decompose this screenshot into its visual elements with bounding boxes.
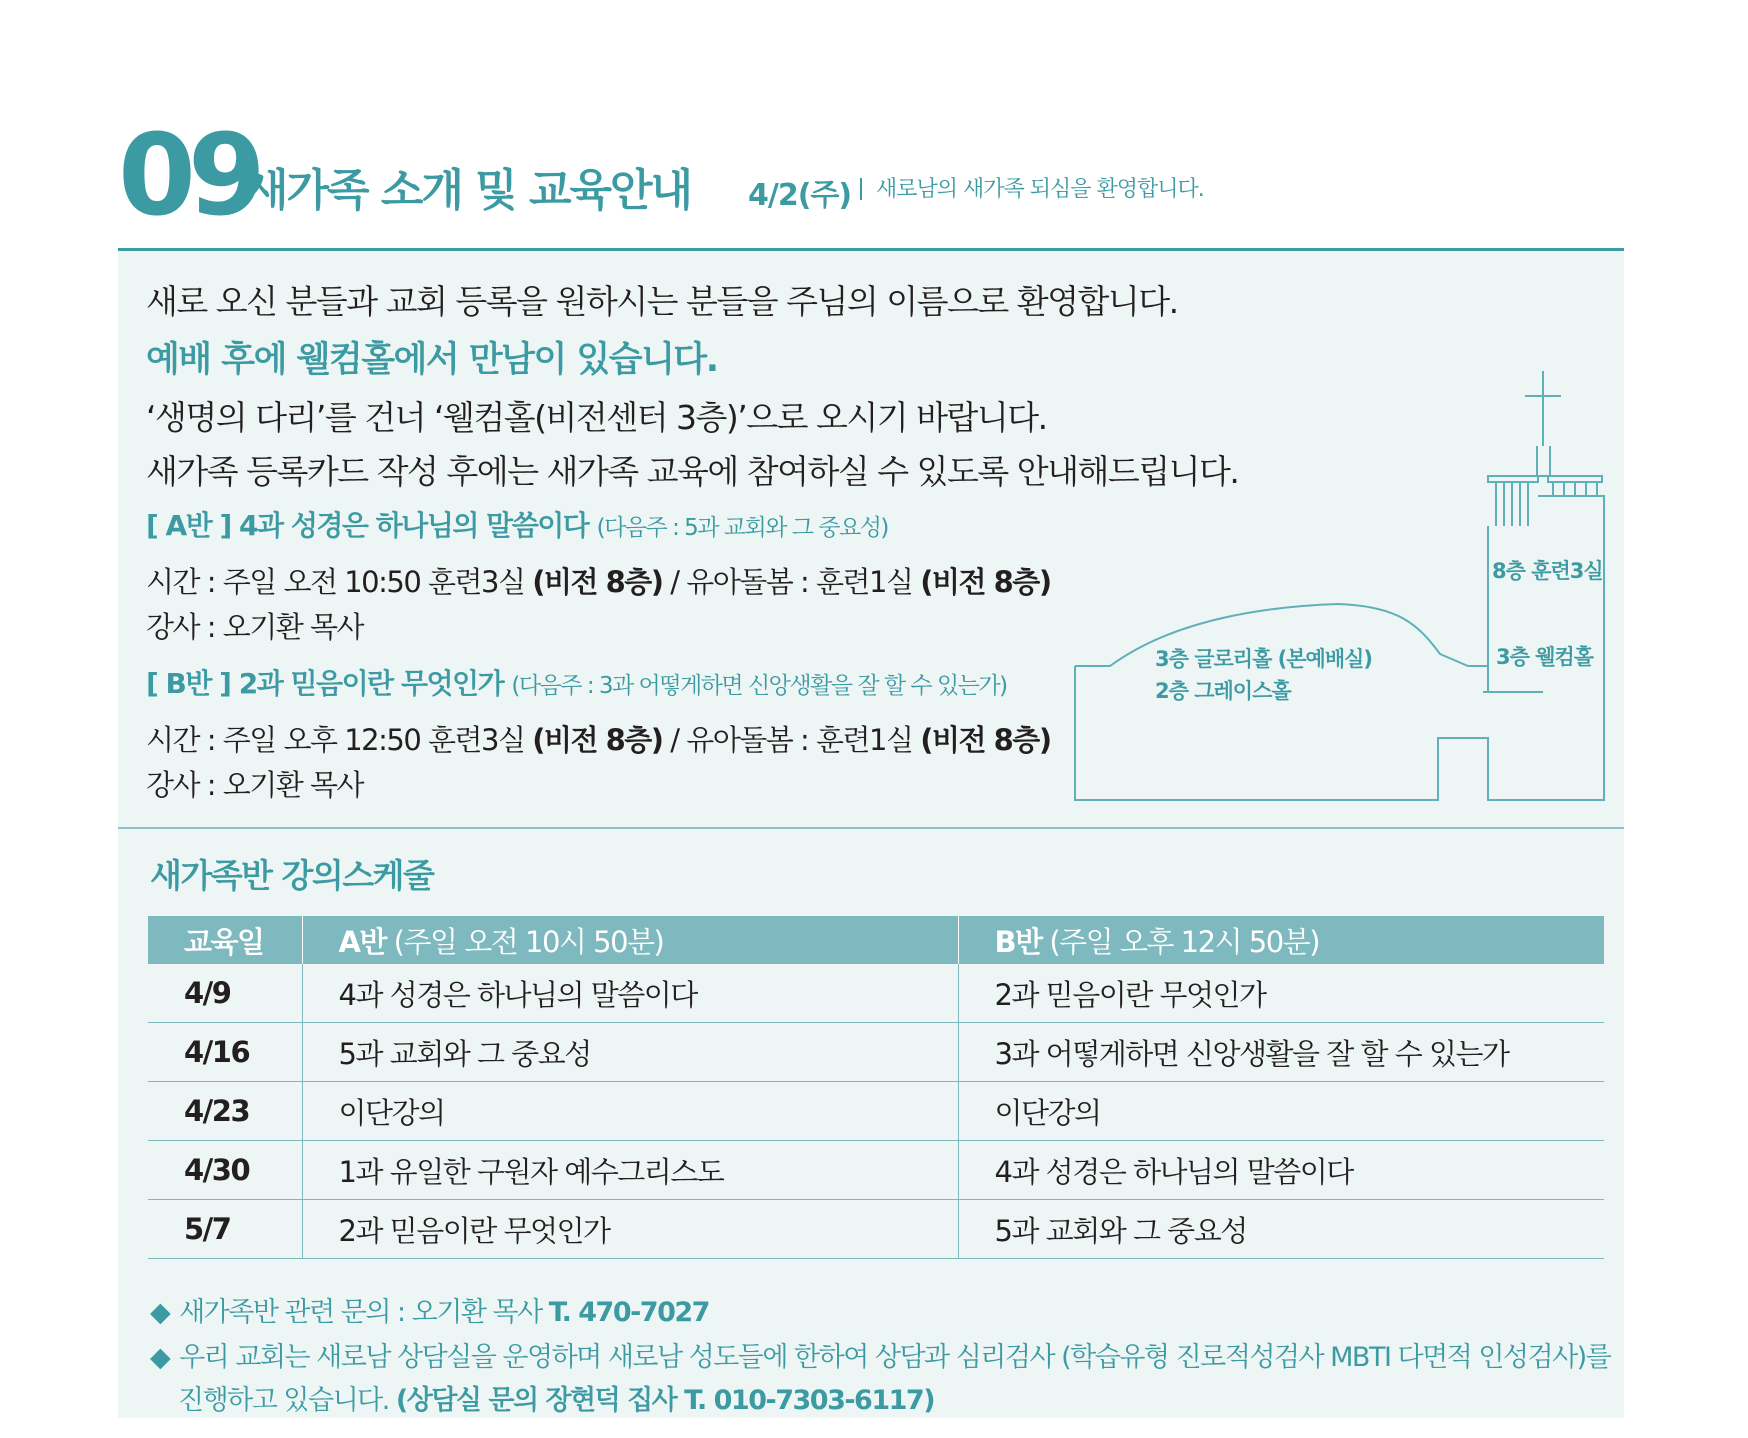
class-b-next: (다음주 : 3과 어떻게하면 신앙생활을 잘 할 수 있는가)	[511, 673, 1007, 699]
class-b-teacher: 강사 : 오기환 목사	[146, 768, 364, 802]
note-contact-text: 새가족반 관련 문의 : 오기환 목사	[179, 1297, 549, 1328]
header-class-b-time: (주일 오후 12시 50분)	[1041, 924, 1320, 959]
class-b-care-location: (비전 8층)	[920, 723, 1051, 757]
header-class-b	[958, 916, 1604, 964]
header-class-a	[302, 916, 958, 964]
building-diagram	[1068, 366, 1628, 806]
header-date: 교육일	[148, 916, 302, 964]
class-a-time	[146, 560, 1051, 601]
note-counseling-cont	[178, 1378, 934, 1417]
label-3f-glory: 3층 글로리홀 (본예배실)	[1155, 647, 1373, 671]
class-a-teacher: 강사 : 오기환 목사	[146, 610, 364, 644]
class-b-name: [ B반 ] 2과 믿음이란 무엇인가	[146, 667, 504, 700]
spire	[1537, 446, 1550, 476]
note-counseling	[150, 1335, 1610, 1374]
class-a-name: [ A반 ] 4과 성경은 하나님의 말씀이다	[146, 509, 589, 542]
class-a-time-location: (비전 8층)	[532, 565, 663, 599]
section-date: 4/2(주)	[748, 178, 852, 213]
label-3f-welcome: 3층 웰컴홀	[1496, 645, 1594, 669]
row-class-a: 2과 믿음이란 무엇인가	[302, 1200, 958, 1259]
row-date: 4/9	[148, 964, 302, 1023]
table-row	[148, 1200, 1604, 1259]
class-a-title	[146, 504, 888, 544]
header-class-a-name: A반	[338, 924, 386, 959]
row-class-b: 3과 어떻게하면 신앙생활을 잘 할 수 있는가	[958, 1023, 1604, 1082]
note-counseling-contact: (상담실 문의 장현덕 집사 T. 010-7303-6117)	[395, 1385, 935, 1416]
table-row	[148, 1141, 1604, 1200]
bullet-diamond-icon: ◆	[150, 1297, 170, 1328]
note-contact-phone: T. 470-7027	[548, 1297, 709, 1328]
section-title: 새가족 소개 및 교육안내	[246, 165, 691, 216]
intro-directions: ‘생명의 다리’를 건너 ‘웰컴홀(비전센터 3층)’으로 오시기 바랍니다.	[146, 398, 1047, 437]
panel-divider	[118, 827, 1624, 829]
section-header	[118, 111, 1626, 246]
bullet-diamond-icon: ◆	[150, 1342, 170, 1373]
table-row	[148, 1023, 1604, 1082]
note-contact	[150, 1290, 709, 1329]
header-class-b-name: B반	[994, 924, 1042, 959]
row-class-a: 4과 성경은 하나님의 말씀이다	[302, 964, 958, 1023]
table-row	[148, 1082, 1604, 1141]
label-2f-grace: 2층 그레이스홀	[1155, 679, 1291, 703]
class-b-time-location: (비전 8층)	[532, 723, 663, 757]
class-a-care-location: (비전 8층)	[920, 565, 1051, 599]
row-class-b: 4과 성경은 하나님의 말씀이다	[958, 1141, 1604, 1200]
row-class-b: 2과 믿음이란 무엇인가	[958, 964, 1604, 1023]
class-b-time	[146, 718, 1051, 759]
schedule-title: 새가족반 강의스케줄	[150, 856, 434, 895]
row-class-a: 1과 유일한 구원자 예수그리스도	[302, 1141, 958, 1200]
row-date: 4/30	[148, 1141, 302, 1200]
class-b-care-text: / 유아돌봄 : 훈련1실	[662, 723, 921, 757]
header-separator	[860, 178, 862, 200]
class-a-care-text: / 유아돌봄 : 훈련1실	[662, 565, 921, 599]
colonnade-left	[1488, 476, 1538, 482]
section-subtitle: 새로남의 새가족 되심을 환영합니다.	[876, 177, 1204, 202]
intro-welcome: 새로 오신 분들과 교회 등록을 원하시는 분들을 주님의 이름으로 환영합니다.	[146, 282, 1178, 321]
schedule-header-row	[148, 916, 1604, 964]
note-counseling-line1: 우리 교회는 새로남 상담실을 운영하며 새로남 성도들에 한하여 상담과 심리검사 (학습유형 진로적성검사 MBTI 다면적 인성검사)를	[179, 1342, 1611, 1373]
schedule-table	[148, 916, 1604, 1259]
row-class-b: 이단강의	[958, 1082, 1604, 1141]
row-class-a: 5과 교회와 그 중요성	[302, 1023, 958, 1082]
class-b-title	[146, 662, 1007, 702]
class-a-next: (다음주 : 5과 교회와 그 중요성)	[596, 515, 888, 541]
row-class-a: 이단강의	[302, 1082, 958, 1141]
row-class-b: 5과 교회와 그 중요성	[958, 1200, 1604, 1259]
section-number: 09	[118, 111, 258, 241]
label-8f-training: 8층 훈련3실	[1492, 559, 1603, 583]
table-row	[148, 964, 1604, 1023]
class-b-time-text: 시간 : 주일 오후 12:50 훈련3실	[146, 723, 533, 757]
intro-registration: 새가족 등록카드 작성 후에는 새가족 교육에 참여하실 수 있도록 안내해드립니다.	[146, 452, 1239, 491]
row-date: 4/23	[148, 1082, 302, 1141]
note-counseling-line2: 진행하고 있습니다.	[178, 1385, 396, 1416]
row-date: 4/16	[148, 1023, 302, 1082]
class-a-time-text: 시간 : 주일 오전 10:50 훈련3실	[146, 565, 533, 599]
row-date: 5/7	[148, 1200, 302, 1259]
intro-highlight: 예배 후에 웰컴홀에서 만남이 있습니다.	[146, 340, 718, 380]
header-class-a-time: (주일 오전 10시 50분)	[385, 924, 664, 959]
